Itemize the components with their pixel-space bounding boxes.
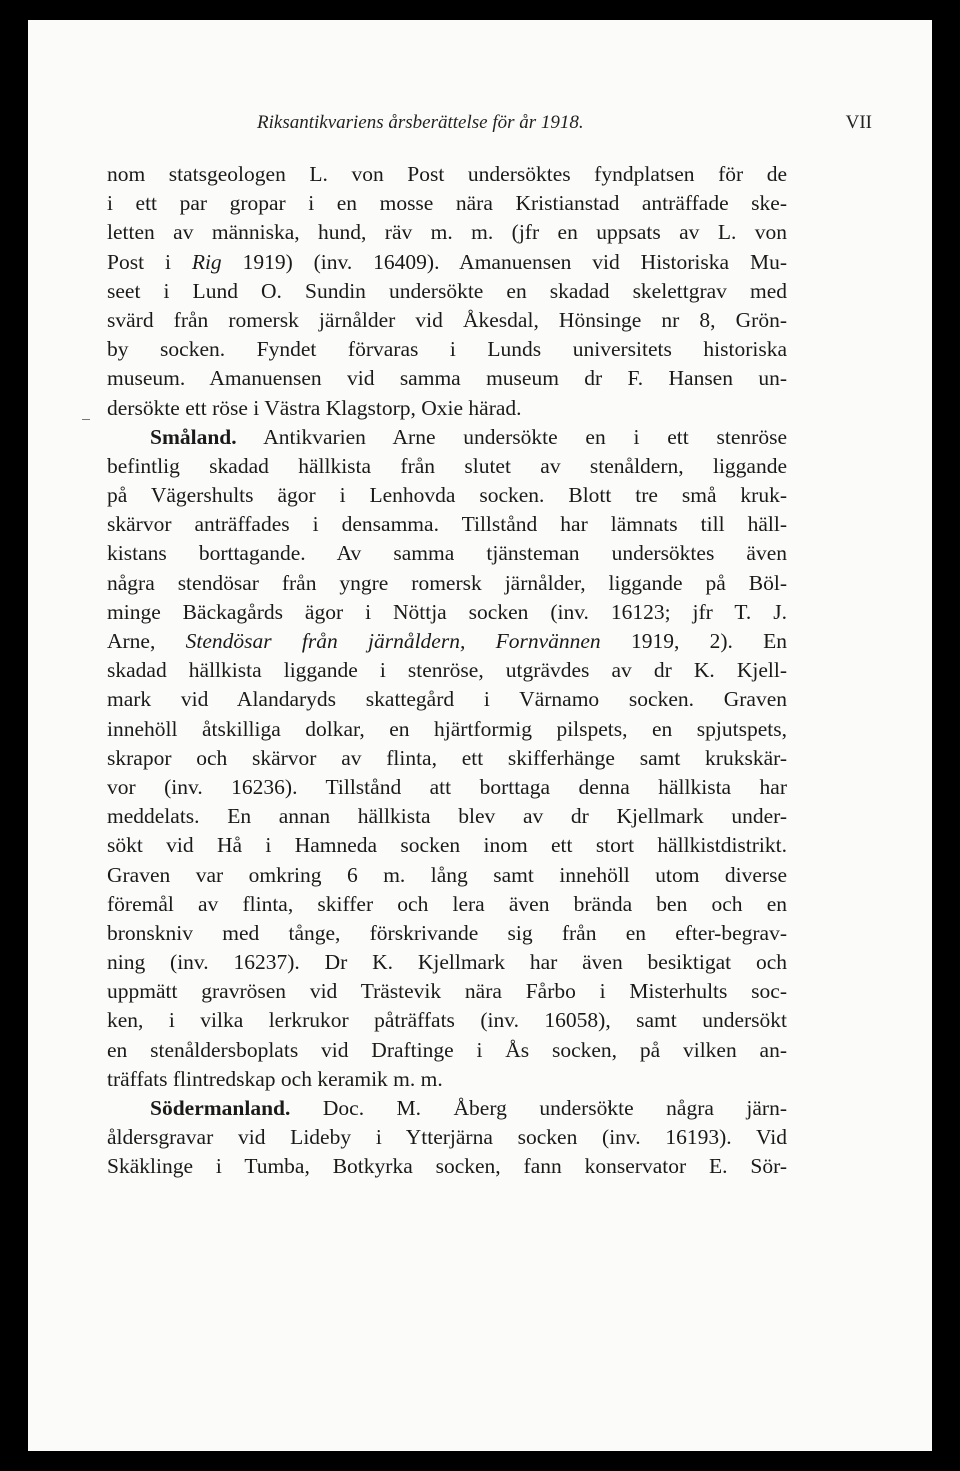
text-line: svärd från romersk järnålder vid Åkesdal, Hönsinge nr 8, Grön-: [107, 307, 787, 332]
text-line: åldersgravar vid Lideby i Ytterjärna socken (inv. 16193). Vid: [107, 1125, 787, 1150]
text-line: seet i Lund O. Sundin undersökte en skadad skelettgrav med: [107, 278, 787, 303]
text-line: innehöll åtskilliga dolkar, en hjärtformig pilspets, en spjutspets,: [107, 716, 787, 741]
text-line: by socken. Fyndet förvaras i Lunds universitets historiska: [107, 337, 787, 362]
document-page: [28, 20, 932, 1451]
section-heading: Södermanland.: [150, 1096, 291, 1120]
text-line: skrapor och skärvor av flinta, ett skifferhänge samt krukskär-: [107, 745, 787, 770]
text-line: skärvor anträffades i densamma. Tillstånd har lämnats till häll-: [107, 512, 787, 537]
page-number: VII: [845, 112, 872, 133]
text-line: bronskniv med tånge, förskrivande sig från en efter-begrav-: [107, 920, 787, 945]
text-line: nom statsgeologen L. von Post undersöktes fyndplatsen för de: [107, 162, 787, 186]
text-line: ning (inv. 16237). Dr K. Kjellmark har även besiktigat och: [107, 950, 787, 975]
text-line: Post i Rig 1919) (inv. 16409). Amanuensen vid Historiska Mu-: [107, 249, 787, 274]
text-line: befintlig skadad hällkista från slutet av stenåldern, liggande: [107, 453, 787, 478]
text-line: några stendösar från yngre romersk järnålder, liggande på Böl-: [107, 570, 787, 595]
text-line: vor (inv. 16236). Tillstånd att borttaga denna hällkista har: [107, 774, 787, 799]
text-line: minge Bäckagårds ägor i Nöttja socken (inv. 16123; jfr T. J.: [107, 599, 787, 624]
text-line: på Vägershults ägor i Lenhovda socken. Blott tre små kruk-: [107, 483, 787, 508]
text-line: Småland. Antikvarien Arne undersökte en i ett stenröse: [150, 424, 787, 449]
citation-title: Stendösar från järnåldern, Fornvännen: [185, 629, 601, 653]
text-line: en stenåldersboplats vid Draftinge i Ås socken, på vilken an-: [107, 1037, 787, 1062]
text-line: i ett par gropar i en mosse nära Kristianstad anträffade ske-: [107, 191, 787, 216]
text-line: uppmätt gravrösen vid Trästevik nära Fårbo i Misterhults soc-: [107, 979, 787, 1004]
body-text: [107, 160, 787, 1182]
section-heading: Småland.: [150, 424, 237, 449]
text-line: letten av människa, hund, räv m. m. (jfr en uppsats av L. von: [107, 220, 787, 245]
text-line: Graven var omkring 6 m. lång samt innehöll utom diverse: [107, 862, 787, 887]
running-title: Riksantikvariens årsberättelse för år 1918.: [257, 112, 584, 133]
page-header: [28, 112, 932, 142]
text-line: träffats flintredskap och keramik m. m.: [107, 1066, 443, 1091]
text-line: meddelats. En annan hällkista blev av dr Kjellmark under-: [107, 804, 787, 829]
text-line: Arne, Stendösar från järnåldern, Fornvännen 1919, 2). En: [107, 629, 788, 653]
text-line: kistans borttagande. Av samma tjänsteman undersöktes även: [107, 541, 787, 566]
text-line: museum. Amanuensen vid samma museum dr F. Hansen un-: [107, 366, 787, 391]
journal-title: Rig: [191, 249, 222, 274]
text-line: dersökte ett röse i Västra Klagstorp, Oxie härad.: [107, 395, 522, 420]
text-line: Södermanland. Doc. M. Åberg undersökte några järn-: [150, 1096, 787, 1120]
text-line: skadad hällkista liggande i stenröse, utgrävdes av dr K. Kjell-: [107, 658, 787, 683]
text-line: ken, i vilka lerkrukor påträffats (inv. 16058), samt undersökt: [107, 1008, 787, 1033]
text-line: Skäklinge i Tumba, Botkyrka socken, fann konservator E. Sör-: [107, 1154, 787, 1179]
margin-mark: [82, 419, 90, 420]
text-line: mark vid Alandaryds skattegård i Värnamo socken. Graven: [107, 687, 787, 712]
text-line: föremål av flinta, skiffer och lera även brända ben och en: [107, 891, 787, 916]
text-line: sökt vid Hå i Hamneda socken inom ett stort hällkistdistrikt.: [107, 833, 787, 858]
